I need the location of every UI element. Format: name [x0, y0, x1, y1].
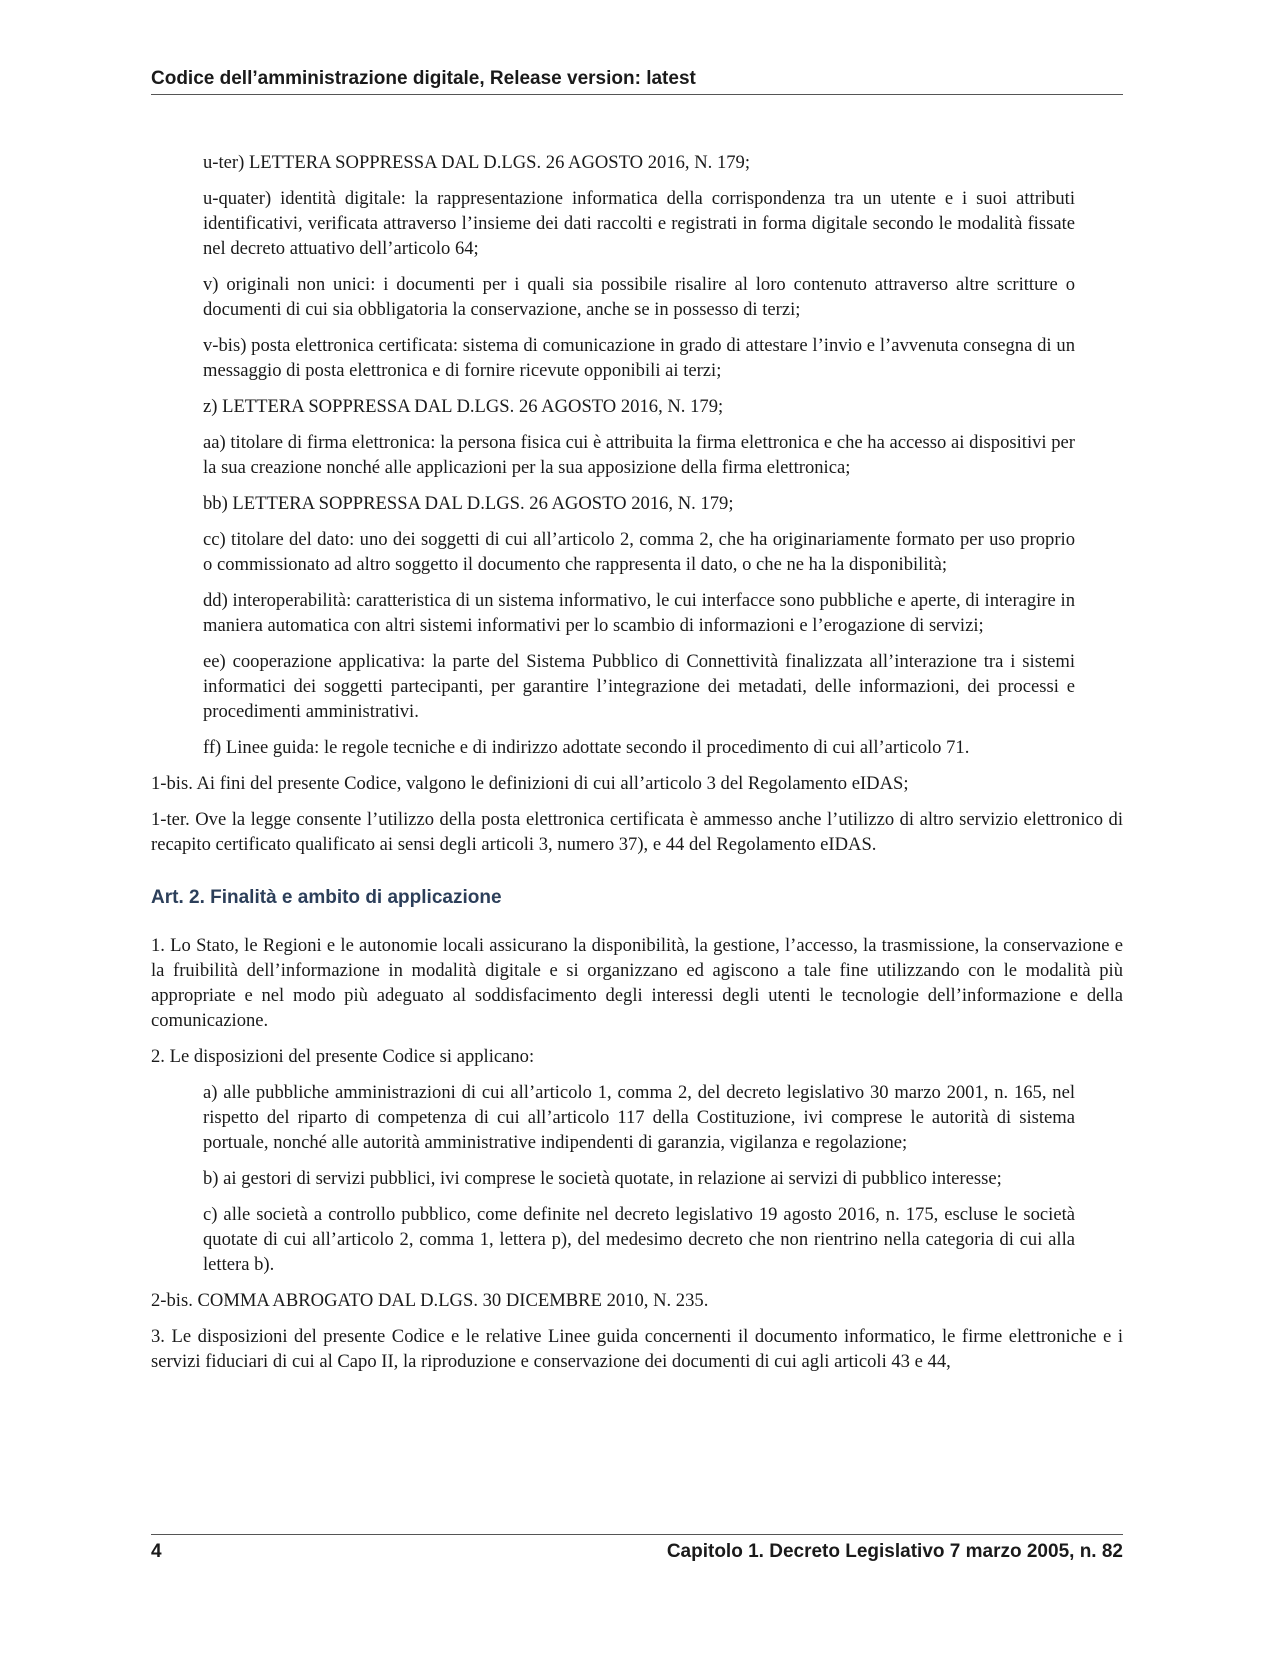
paragraph-bb: bb) LETTERA SOPPRESSA DAL D.LGS. 26 AGOSTO 2016, N. 179;: [203, 493, 734, 514]
paragraph-z: z) LETTERA SOPPRESSA DAL D.LGS. 26 AGOSTO 2016, N. 179;: [203, 396, 724, 417]
paragraph-cc: cc) titolare del dato: uno dei soggetti di cui all’articolo 2, comma 2, che ha originariamente formato per uso proprio o commissionato ad altro soggetto il documento che rappresenta il dato, o che ne ha la disponibilità;: [203, 529, 1075, 575]
paragraph-u-ter: u-ter) LETTERA SOPPRESSA DAL D.LGS. 26 AGOSTO 2016, N. 179;: [203, 152, 750, 173]
paragraph-v-bis: v-bis) posta elettronica certificata: sistema di comunicazione in grado di attestare l’invio e l’avvenuta consegna di un messaggio di posta elettronica e di fornire ricevute opponibili ai terzi;: [203, 335, 1075, 381]
paragraph-1-bis: 1-bis. Ai fini del presente Codice, valgono le definizioni di cui all’articolo 3 del Regolamento eIDAS;: [151, 773, 909, 794]
page-number: 4: [151, 1541, 162, 1562]
paragraph-art2-1: 1. Lo Stato, le Regioni e le autonomie locali assicurano la disponibilità, la gestione, l’accesso, la trasmissione, la conservazione e la fruibilità dell’informazione in modalità digitale e si organizzano ed agiscono a tale fine utilizzando con le modalità più appropriate e nel modo più adeguato al soddisfacimento degli interessi degli utenti le tecnologie dell’informazione e della comunicazione.: [151, 935, 1123, 1031]
document-page: [151, 0, 1123, 1656]
section-heading-art-2: Art. 2. Finalità e ambito di applicazione: [151, 887, 502, 908]
running-header: Codice dell’amministrazione digitale, Release version: latest: [151, 68, 1123, 95]
paragraph-ff: ff) Linee guida: le regole tecniche e di indirizzo adottate secondo il procedimento di cui all’articolo 71.: [203, 737, 970, 758]
document-body: [151, 150, 1123, 1385]
paragraph-aa: aa) titolare di firma elettronica: la persona fisica cui è attribuita la firma elettronica e che ha accesso ai dispositivi per la sua creazione nonché alle applicazioni per la sua apposizione della firma elettronica;: [203, 432, 1075, 478]
paragraph-1-ter: 1-ter. Ove la legge consente l’utilizzo della posta elettronica certificata è ammesso anche l’utilizzo di altro servizio elettronico di recapito certificato qualificato ai sensi degli articoli 3, numero 37), e 44 del Regolamento eIDAS.: [151, 809, 1123, 855]
paragraph-v: v) originali non unici: i documenti per i quali sia possibile risalire al loro contenuto attraverso altre scritture o documenti di cui sia obbligatoria la conservazione, anche se in possesso di terzi;: [203, 274, 1075, 320]
chapter-title: Capitolo 1. Decreto Legislativo 7 marzo 2005, n. 82: [666, 1541, 1123, 1562]
paragraph-art2-2c: c) alle società a controllo pubblico, come definite nel decreto legislativo 19 agosto 2016, n. 175, escluse le società quotate di cui all’articolo 2, comma 1, lettera p), del medesimo decreto che non rientrino nella categoria di cui alla lettera b).: [203, 1204, 1075, 1275]
paragraph-art2-2a: a) alle pubbliche amministrazioni di cui all’articolo 1, comma 2, del decreto legislativo 30 marzo 2001, n. 165, nel rispetto del riparto di competenza di cui all’articolo 117 della Costituzione, ivi comprese le autorità di sistema portuale, nonché alle autorità amministrative indipendenti di garanzia, vigilanza e regolazione;: [203, 1082, 1075, 1153]
paragraph-u-quater: u-quater) identità digitale: la rappresentazione informatica della corrispondenza tra un utente e i suoi attributi identificativi, verificata attraverso l’insieme dei dati raccolti e registrati in forma digitale secondo le modalità fissate nel decreto attuativo dell’articolo 64;: [203, 188, 1075, 259]
paragraph-art2-2-bis: 2-bis. COMMA ABROGATO DAL D.LGS. 30 DICEMBRE 2010, N. 235.: [151, 1290, 709, 1311]
paragraph-ee: ee) cooperazione applicativa: la parte del Sistema Pubblico di Connettività finalizzata all’interazione tra i sistemi informatici dei soggetti partecipanti, per garantire l’integrazione dei metadati, delle informazioni, dei processi e procedimenti amministrativi.: [203, 651, 1075, 722]
paragraph-art2-2: 2. Le disposizioni del presente Codice si applicano:: [151, 1046, 535, 1067]
paragraph-dd: dd) interoperabilità: caratteristica di un sistema informativo, le cui interfacce sono pubbliche e aperte, di interagire in maniera automatica con altri sistemi informativi per lo scambio di informazioni e l’erogazione di servizi;: [203, 590, 1075, 636]
paragraph-art2-2b: b) ai gestori di servizi pubblici, ivi comprese le società quotate, in relazione ai servizi di pubblico interesse;: [203, 1168, 1002, 1189]
paragraph-art2-3: 3. Le disposizioni del presente Codice e le relative Linee guida concernenti il documento informatico, le firme elettroniche e i servizi fiduciari di cui al Capo II, la riproduzione e conservazione dei documenti di cui agli articoli 43 e 44,: [151, 1326, 1123, 1372]
running-footer: [151, 1534, 1123, 1563]
